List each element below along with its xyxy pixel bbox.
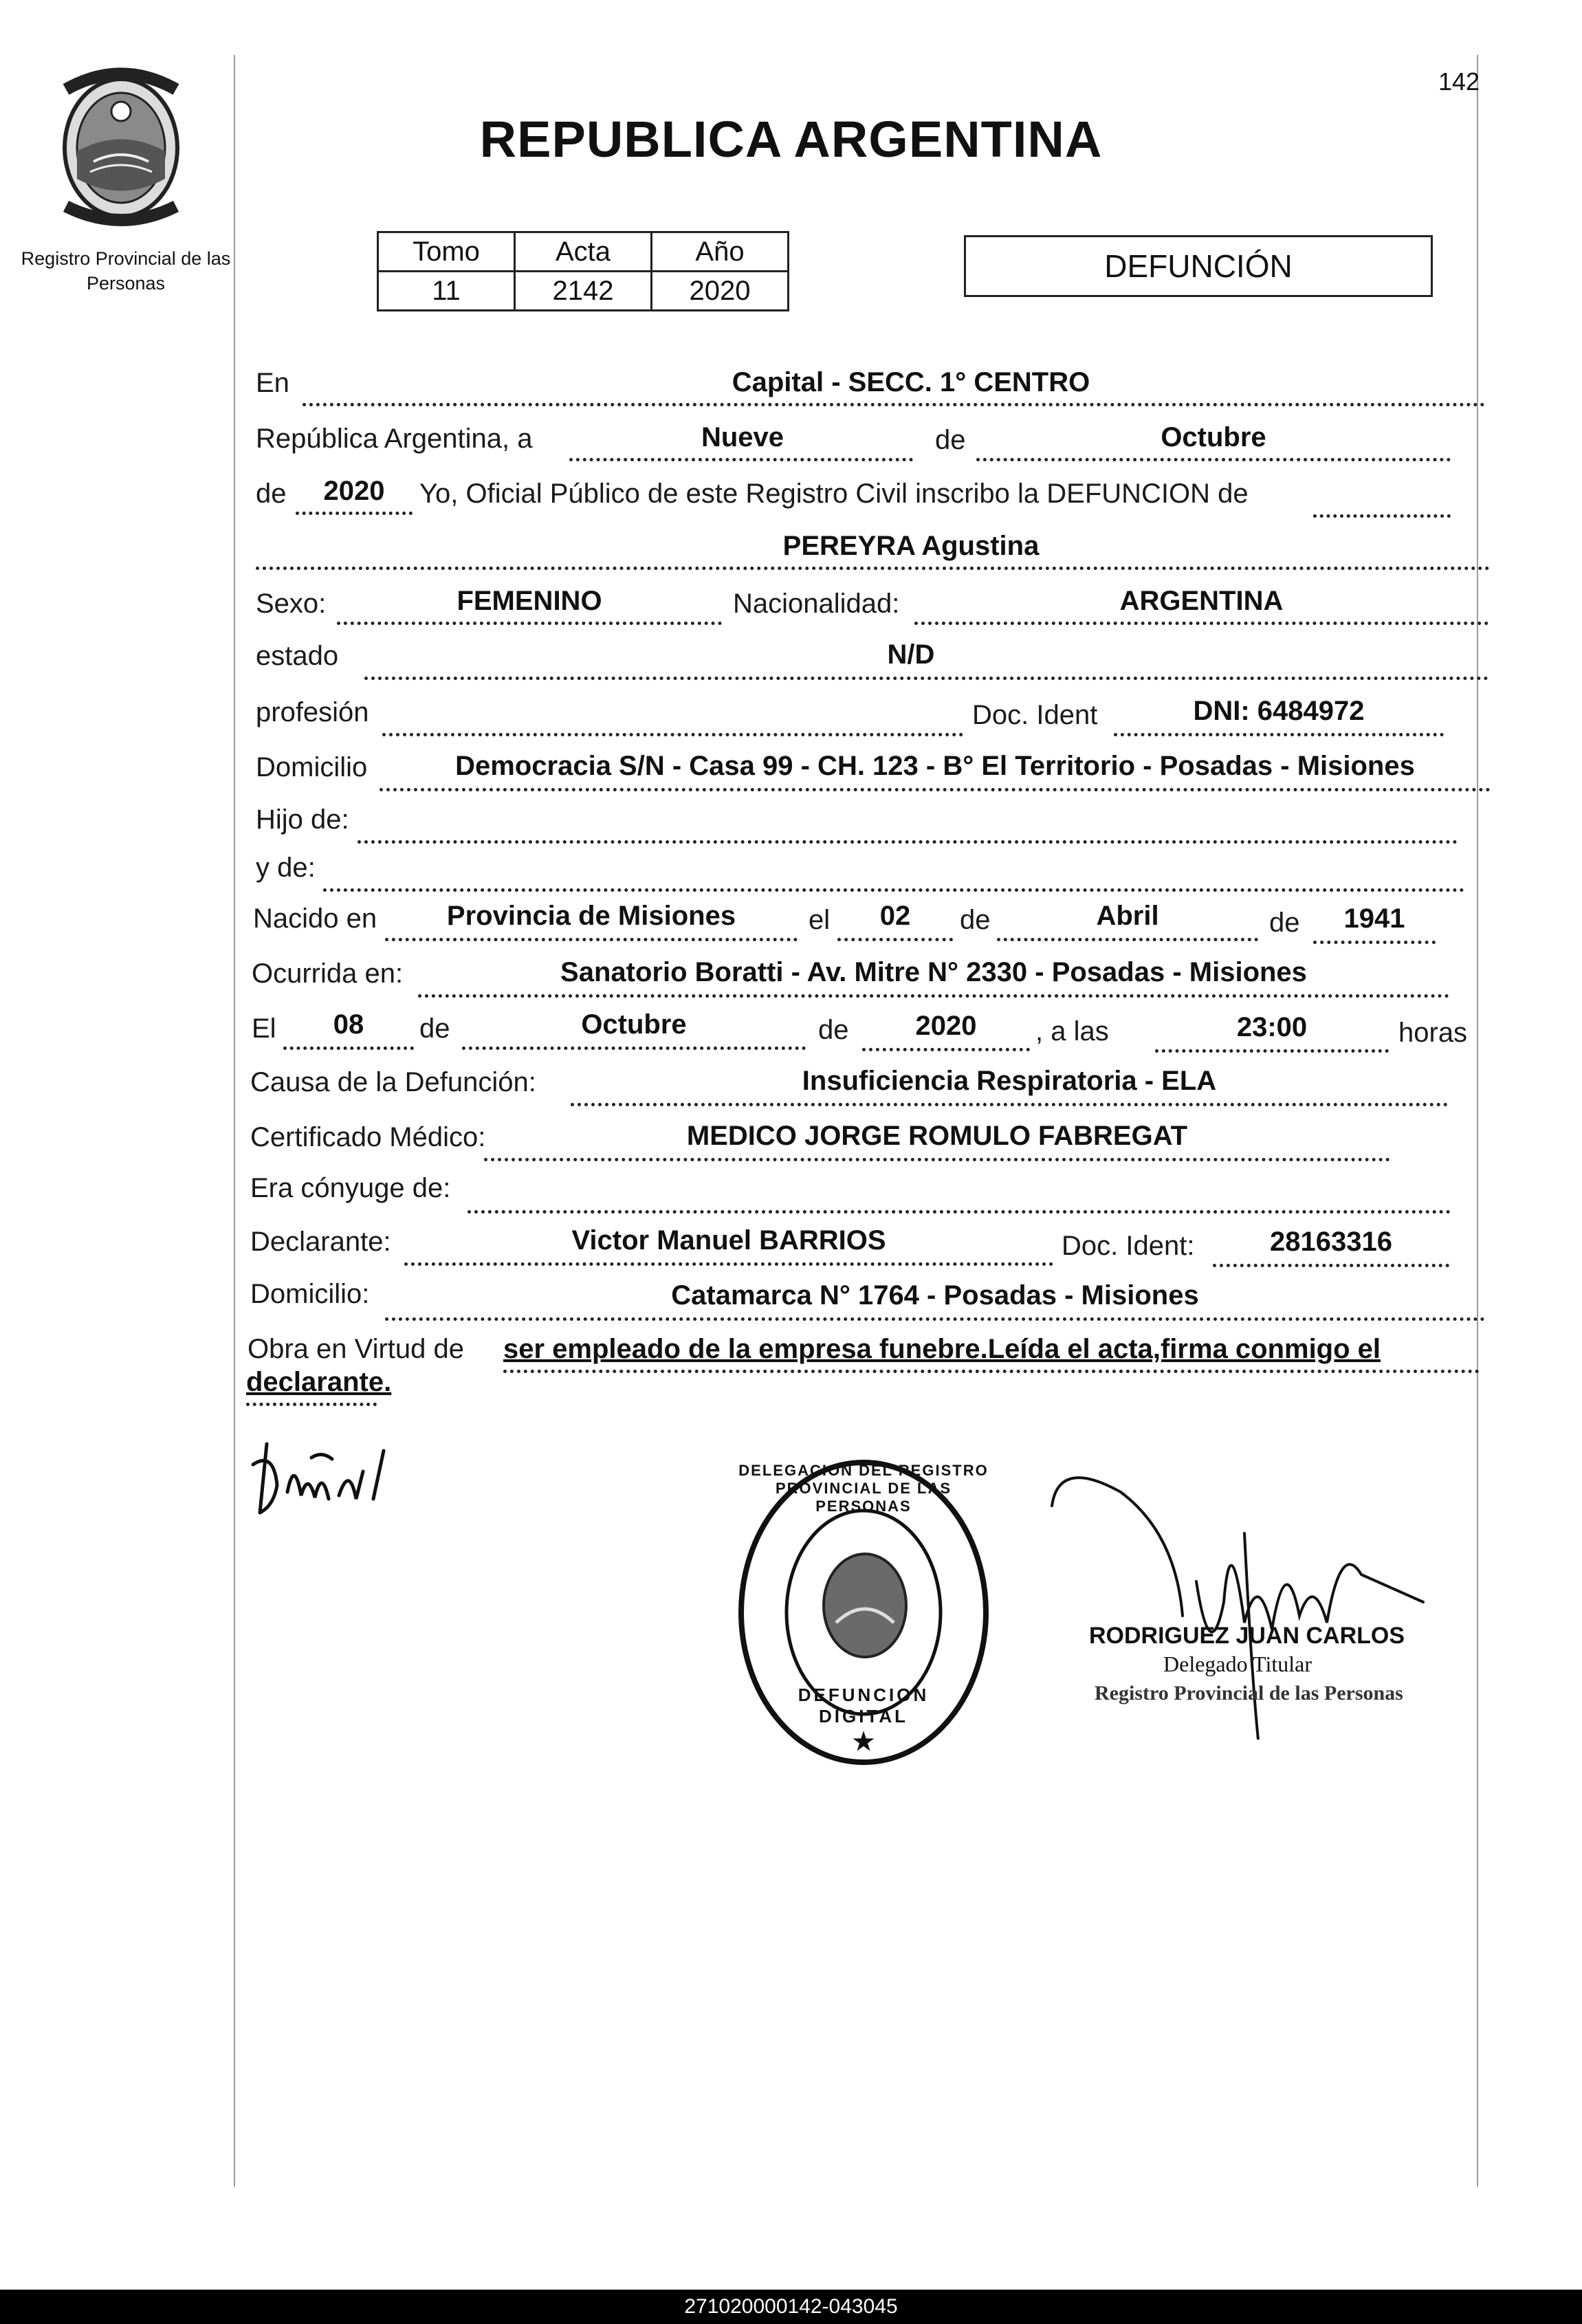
document-code-bar: 271020000142-043045 [0,2290,1582,2324]
nacido-dotted-line [385,938,798,941]
en-label: En [256,368,289,398]
sexo-dotted-line [337,622,722,625]
causa-value: Insuficiencia Respiratoria - ELA [802,1066,1217,1096]
nacionalidad-dotted-line [914,622,1488,625]
birth-month-dotted-line [997,938,1258,941]
ocurrida-value: Sanatorio Boratti - Av. Mitre N° 2330 - Posadas - Misiones [560,957,1307,987]
el-label: el [809,905,831,935]
obra-line2-dotted-line [246,1403,377,1406]
birth-year-value: 1941 [1343,903,1405,934]
official-office: Registro Provincial de las Personas [1095,1682,1403,1704]
anio-value: 2020 [652,272,789,311]
estado-value: N/D [887,639,935,670]
domicilio-dotted-line [380,788,1491,791]
death-month-dotted-line [462,1046,806,1050]
day-dotted-line [569,458,913,461]
doc-ident2-label: Doc. Ident: [1062,1231,1195,1261]
obra-value-line2: declarante. [246,1367,392,1397]
domicilio-value: Democracia S/N - Casa 99 - CH. 123 - B° El Territorio - Posadas - Misiones [455,751,1415,781]
de-label-4: de [1269,908,1300,938]
sexo-value: FEMENINO [457,586,602,616]
ocurrida-dotted-line [418,994,1449,998]
death-time-value: 23:00 [1236,1012,1308,1042]
certificado-dotted-line [484,1158,1390,1161]
domicilio2-value: Catamarca N° 1764 - Posadas - Misiones [671,1280,1199,1311]
profesion-dotted-line [382,733,963,736]
horas-label: horas [1398,1018,1468,1048]
birth-month-value: Abril [1096,901,1159,931]
domicilio2-label: Domicilio: [250,1279,370,1309]
oficial-text: Yo, Oficial Público de este Registro Civil inscribo la DEFUNCION de [419,479,1249,509]
acta-header: Acta [515,232,652,272]
nacionalidad-value: ARGENTINA [1119,586,1284,616]
el2-label: El [252,1013,276,1044]
nacido-label: Nacido en [253,903,377,934]
obra-dotted-line [503,1370,1480,1373]
month-text-value: Octubre [1161,422,1266,452]
birth-day-value: 02 [879,901,911,931]
official-name: RODRIGUEZ JUAN CARLOS [1089,1623,1405,1649]
en-dotted-line [303,403,1485,406]
de-label-3: de [960,905,991,935]
seal-inner-text: DEFUNCION DIGITAL [798,1685,930,1726]
ocurrida-label: Ocurrida en: [252,958,404,989]
death-year-dotted-line [862,1048,1030,1051]
year-dotted-line [296,512,413,515]
birth-day-dotted-line [837,938,953,941]
conyuge-label: Era cónyuge de: [250,1173,451,1203]
death-day-dotted-line [283,1046,414,1050]
hijo-label: Hijo de: [256,804,349,835]
left-margin-line [234,55,235,2186]
en-value: Capital - SECC. 1° CENTRO [732,367,1090,397]
domicilio-label: Domicilio [256,752,368,782]
official-seal [733,1458,994,1774]
right-margin-line [1477,55,1478,2186]
domicilio2-dotted-line [385,1317,1485,1321]
svg-text:★: ★ [852,1727,875,1755]
deceased-name: PEREYRA Agustina [782,531,1040,561]
declarante-value: Victor Manuel BARRIOS [571,1225,886,1256]
declarante-label: Declarante: [250,1227,391,1257]
yde-label: y de: [256,853,316,883]
tomo-header: Tomo [378,232,515,272]
declarant-signature [246,1430,397,1526]
seal-ring-text: DELEGACION DEL REGISTRO PROVINCIAL DE LAS PERSONAS [738,1462,989,1515]
doc-ident2-value: 28163316 [1270,1227,1392,1257]
de-label-5: de [419,1013,450,1044]
alas-label: , a las [1035,1016,1109,1046]
de-label-6: de [818,1015,849,1045]
year-value: 2020 [323,476,385,506]
month-dotted-line [976,458,1451,461]
tomo-acta-table [377,231,789,311]
republica-label: República Argentina, a [256,424,533,454]
nacionalidad-label: Nacionalidad: [733,589,900,619]
causa-label: Causa de la Defunción: [250,1067,536,1097]
declarante-dotted-line [404,1262,1053,1266]
registry-name: Registro Provincial de las Personas [21,248,231,294]
de-label-2: de [256,479,287,509]
de-label-1: de [935,425,966,455]
obra-value-line1: ser empleado de la empresa funebre.Leída el acta,firma conmigo el [503,1334,1381,1364]
death-year-value: 2020 [915,1011,977,1041]
nacido-value: Provincia de Misiones [446,901,736,931]
estado-dotted-line [364,677,1488,680]
hijo-dotted-line [358,840,1458,844]
tomo-value: 11 [378,272,515,311]
death-time-dotted-line [1155,1049,1389,1053]
death-day-value: 08 [333,1009,364,1040]
oficial-dotted-line [1313,514,1451,518]
anio-header: Año [652,232,789,272]
conyuge-dotted-line [468,1210,1451,1214]
page-title: REPUBLICA ARGENTINA [479,111,1103,168]
estado-label: estado [256,641,339,671]
doc-ident-label: Doc. Ident [972,700,1098,730]
day-text-value: Nueve [701,422,784,452]
yde-dotted-line [323,888,1464,892]
acta-value: 2142 [515,272,652,311]
page-number: 142 [1438,67,1480,96]
doc-ident2-dotted-line [1213,1264,1449,1267]
record-type-box: DEFUNCIÓN [964,235,1433,297]
death-month-value: Octubre [581,1009,687,1040]
certificado-label: Certificado Médico: [250,1122,486,1152]
causa-dotted-line [571,1103,1448,1106]
doc-ident-value: DNI: 6484972 [1193,696,1365,726]
birth-year-dotted-line [1313,941,1436,944]
obra-label: Obra en Virtud de [248,1334,465,1364]
official-title: Delegado Titular [1163,1652,1312,1676]
doc-ident-dotted-line [1114,733,1444,736]
name-dotted-line [256,567,1490,570]
certificado-value: MEDICO JORGE ROMULO FABREGAT [686,1121,1188,1151]
profesion-label: profesión [256,697,369,727]
sexo-label: Sexo: [256,589,327,619]
